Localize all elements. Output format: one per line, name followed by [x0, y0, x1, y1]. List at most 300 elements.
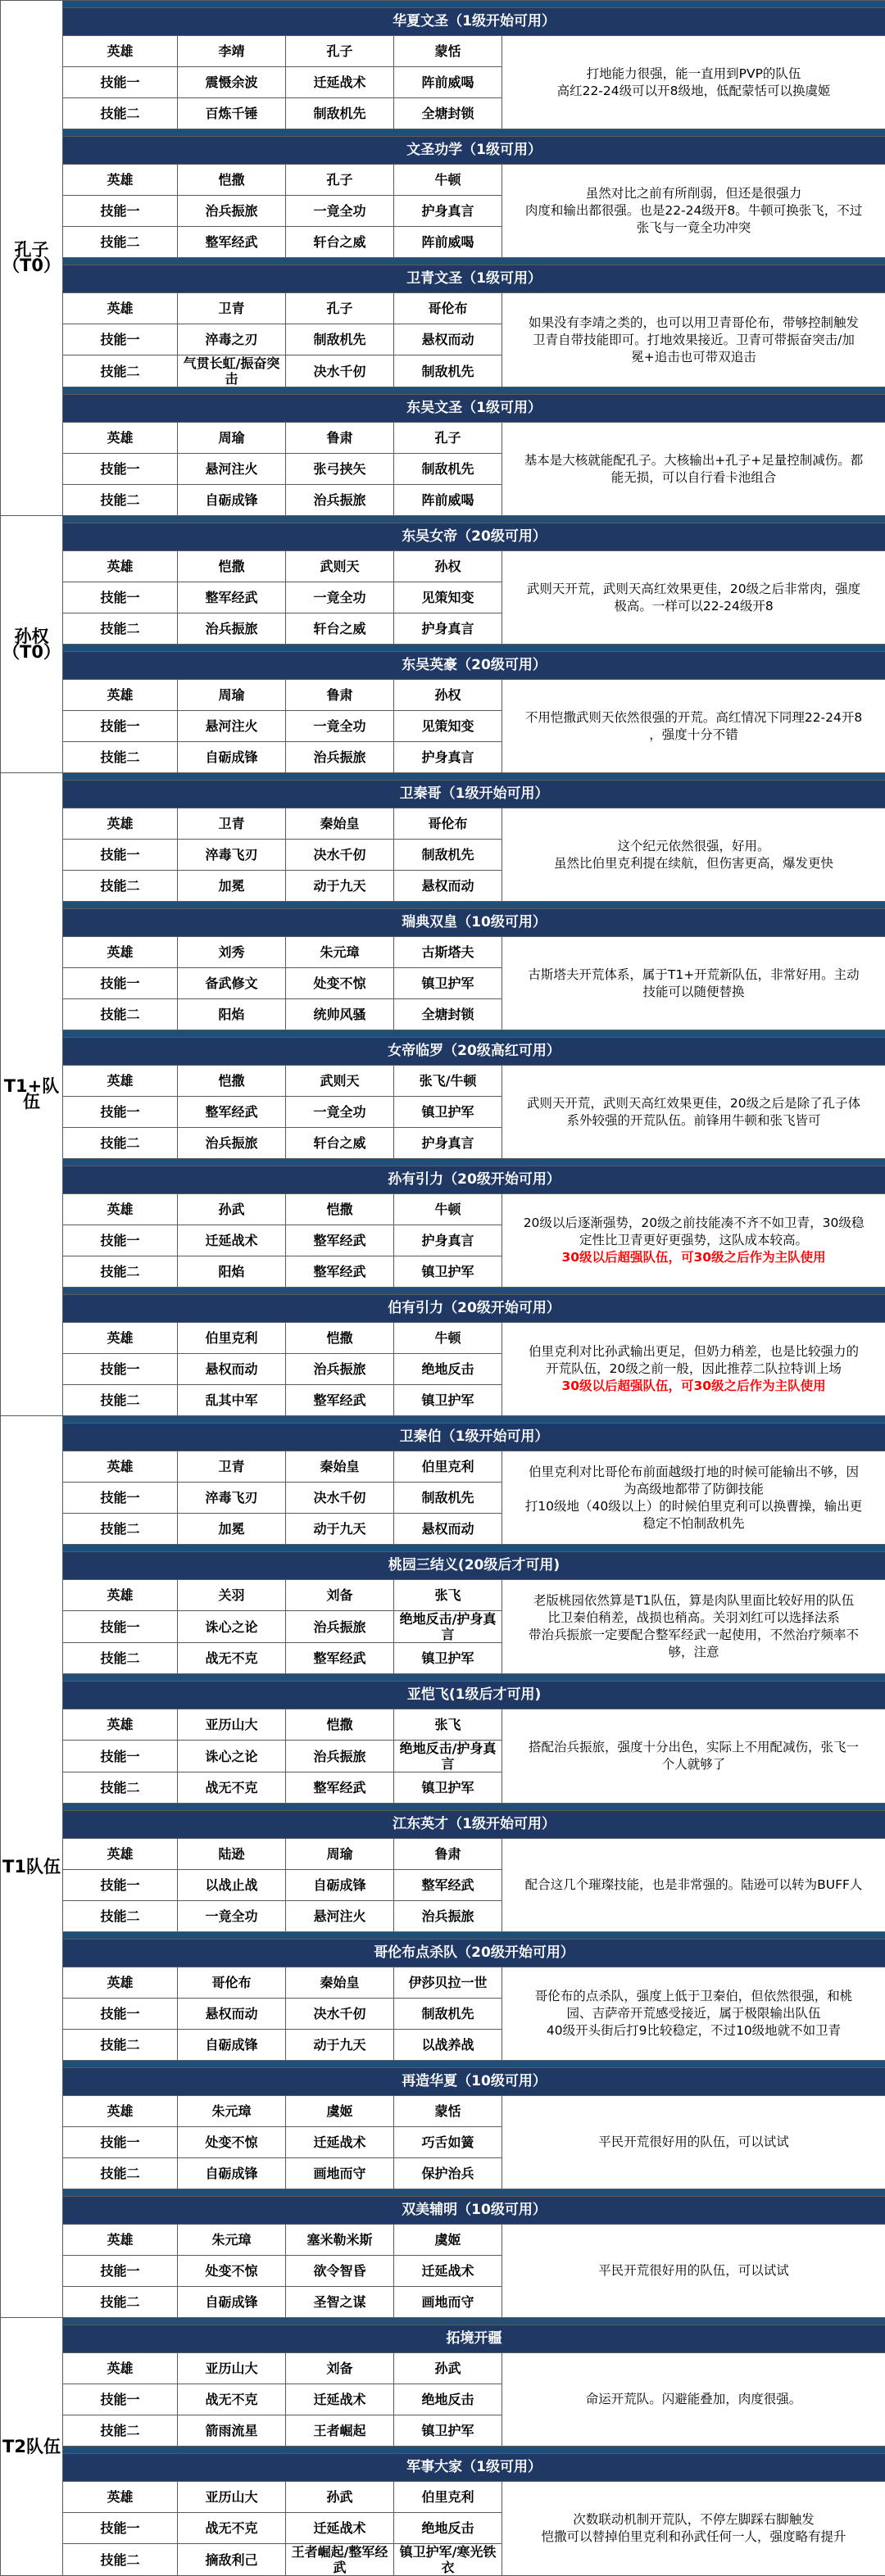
team-separator: [63, 1545, 885, 1552]
hero-cell: 悬权而动: [178, 1354, 286, 1385]
note-line: 系外较强的开荒队伍。前锋用牛顿和张飞皆可: [507, 1112, 880, 1130]
note-line: 平民开荒很好用的队伍，可以试试: [507, 2134, 880, 2151]
table-row: [1, 165, 885, 196]
row-label: 技能一: [63, 1097, 178, 1128]
hero-cell: 动于九天: [286, 871, 394, 902]
note-line: 虽然对比之前有所削弱，但还是很强力: [507, 185, 880, 202]
note-line: 如果没有李靖之类的，也可以用卫青哥伦布，带够控制触发: [507, 315, 880, 332]
hero-cell: 画地而守: [286, 2158, 394, 2189]
team-separator: [63, 1804, 885, 1811]
table-row: [1, 2225, 885, 2256]
team-title: 卫秦伯（1级开始可用）: [63, 1424, 885, 1451]
hero-cell: 制敌机先: [286, 98, 394, 129]
hero-cell: 亚历山大: [178, 2482, 286, 2513]
hero-cell: 朱元璋: [178, 2096, 286, 2127]
hero-cell: 王者崛起/整军经武: [286, 2544, 394, 2576]
tier-label: T1+队伍: [1, 773, 63, 1416]
note-line: 技能可以随便替换: [507, 984, 880, 1001]
hero-cell: 张弓挟矢: [286, 454, 394, 485]
team-note: [502, 1066, 885, 1159]
hero-cell: 恺撒: [178, 165, 286, 196]
note-line: 稳定不怕制敌机先: [507, 1515, 880, 1532]
hero-cell: 制敌机先: [394, 1999, 502, 2030]
note-line: 命运开荒队。闪避能叠加，肉度很强。: [507, 2391, 880, 2408]
note-line: 定性比卫青更好更强势，这队成本较高。: [507, 1232, 880, 1249]
row-label: 英雄: [63, 808, 178, 840]
team-separator-row: [1, 1288, 885, 1295]
row-label: 技能一: [63, 840, 178, 871]
hero-cell: 孙权: [394, 551, 502, 582]
team-title-row: [1, 1166, 885, 1194]
team-separator: [63, 1932, 885, 1940]
hero-cell: 自砺成锋: [178, 485, 286, 516]
note-line: 个人就够了: [507, 1756, 880, 1773]
hero-cell: 震慑余波: [178, 67, 286, 98]
team-separator-row: [1, 387, 885, 395]
hero-cell: 护身真言: [394, 196, 502, 227]
team-note: [502, 680, 885, 773]
hero-cell: 乱其中军: [178, 1385, 286, 1416]
tier-label: 孔子（T0）: [1, 1, 63, 516]
team-note: [502, 1194, 885, 1288]
team-note: [502, 36, 885, 129]
hero-cell: 孔子: [394, 423, 502, 454]
row-label: 英雄: [63, 2225, 178, 2256]
hero-cell: 绝地反击/护身真言: [394, 1741, 502, 1772]
hero-cell: 箭雨流星: [178, 2415, 286, 2447]
row-label: 技能二: [63, 999, 178, 1030]
note-line: 不用恺撒武则天依然很强的开荒。高红情况下同理22-24开8: [507, 709, 880, 727]
table-row: [1, 808, 885, 840]
hero-cell: 轩台之威: [286, 227, 394, 258]
hero-cell: 朱元璋: [178, 2225, 286, 2256]
team-title: 伯有引力（20级开始可用）: [63, 1295, 885, 1323]
hero-cell: 孔子: [286, 36, 394, 67]
hero-cell: 制敌机先: [394, 454, 502, 485]
hero-cell: 处变不惊: [178, 2127, 286, 2158]
team-separator-row: [1, 1932, 885, 1940]
team-note: [502, 1451, 885, 1545]
team-separator: [63, 1030, 885, 1038]
hero-cell: 镇卫护军: [394, 2415, 502, 2447]
hero-cell: 保护治兵: [394, 2158, 502, 2189]
hero-cell: 伯里克利: [394, 1451, 502, 1483]
row-label: 英雄: [63, 2482, 178, 2513]
hero-cell: 气贯长虹/振奋突击: [178, 355, 286, 387]
hero-cell: 悬权而动: [394, 1514, 502, 1545]
team-separator: [63, 129, 885, 137]
note-line: 高红22-24级可以开8级地，低配蒙恬可以换虞姬: [507, 83, 880, 100]
row-label: 技能一: [63, 324, 178, 355]
row-label: 英雄: [63, 937, 178, 968]
team-title-row: [1, 781, 885, 808]
hero-cell: 张飞: [394, 1709, 502, 1741]
team-separator-row: [1, 2061, 885, 2068]
hero-cell: 处变不惊: [178, 2256, 286, 2287]
hero-cell: 陆逊: [178, 1839, 286, 1870]
hero-cell: 刘备: [286, 2353, 394, 2384]
hero-cell: 哥伦布: [178, 1967, 286, 1999]
team-separator-row: [1, 1416, 885, 1424]
hero-cell: 虞姬: [286, 2096, 394, 2127]
hero-cell: 以战止战: [178, 1870, 286, 1901]
team-title: 再造华夏（10级可用）: [63, 2068, 885, 2096]
row-label: 技能一: [63, 582, 178, 613]
note-line: ，强度十分不错: [507, 727, 880, 744]
hero-cell: 绝地反击: [394, 2384, 502, 2415]
hero-cell: 牛顿: [394, 1194, 502, 1225]
hero-cell: 见策知变: [394, 711, 502, 742]
table-row: [1, 2096, 885, 2127]
hero-cell: 悬权而动: [394, 871, 502, 902]
team-title: 哥伦布点杀队（20级开始可用）: [63, 1940, 885, 1967]
hero-cell: 孔子: [286, 293, 394, 324]
note-line: 配合这几个璀璨技能，也是非常强的。陆逊可以转为BUFF人: [507, 1877, 880, 1894]
row-label: 技能一: [63, 1999, 178, 2030]
row-label: 技能二: [63, 613, 178, 645]
team-separator: [63, 902, 885, 909]
note-line: 肉度和输出都很强。也是22-24级开8。牛顿可换张飞，不过: [507, 202, 880, 220]
hero-cell: 一竟全功: [286, 582, 394, 613]
table-row: [1, 1066, 885, 1097]
team-title-row: [1, 1295, 885, 1323]
team-title: 孙有引力（20级开始可用）: [63, 1166, 885, 1194]
team-separator-row: [1, 2447, 885, 2454]
team-separator-row: [1, 645, 885, 652]
team-title-row: [1, 1424, 885, 1451]
hero-cell: 全塘封锁: [394, 999, 502, 1030]
team-note: [502, 1839, 885, 1932]
hero-cell: 绝地反击: [394, 2513, 502, 2544]
table-row: [1, 680, 885, 711]
note-line: 搭配治兵振旅，强度十分出色，实际上不用配减伤，张飞一: [507, 1739, 880, 1756]
hero-cell: 整军经武: [286, 1772, 394, 1804]
note-line: 这个纪元依然很强，好用。: [507, 838, 880, 855]
row-label: 技能二: [63, 227, 178, 258]
row-label: 英雄: [63, 1194, 178, 1225]
table-row: [1, 1194, 885, 1225]
team-note: [502, 551, 885, 645]
hero-cell: 淬毒飞刃: [178, 1483, 286, 1514]
note-line: 打10级地（40级以上）的时候伯里克利可以换曹操，输出更: [507, 1498, 880, 1515]
hero-cell: 恺撒: [286, 1194, 394, 1225]
table-row: [1, 293, 885, 324]
note-line: 园、吉萨帝开荒感受接近，属于极限输出队伍: [507, 2005, 880, 2022]
team-separator: [63, 2318, 885, 2325]
row-label: 技能二: [63, 355, 178, 387]
hero-cell: 悬权而动: [394, 324, 502, 355]
hero-cell: 孙武: [286, 2482, 394, 2513]
hero-cell: 伊莎贝拉一世: [394, 1967, 502, 1999]
team-title: 女帝临罗（20级高红可用）: [63, 1038, 885, 1066]
hero-cell: 自砺成锋: [286, 1870, 394, 1901]
hero-cell: 备武修文: [178, 968, 286, 999]
hero-cell: 整军经武: [286, 1643, 394, 1674]
row-label: 英雄: [63, 1580, 178, 1611]
hero-cell: 恺撒: [178, 1066, 286, 1097]
hero-cell: 治兵振旅: [178, 1128, 286, 1159]
hero-cell: 秦始皇: [286, 1967, 394, 1999]
team-separator-row: [1, 1545, 885, 1552]
row-label: 技能二: [63, 2544, 178, 2576]
hero-cell: 战无不克: [178, 2384, 286, 2415]
hero-cell: 关羽: [178, 1580, 286, 1611]
hero-cell: 护身真言: [394, 742, 502, 773]
row-label: 英雄: [63, 1066, 178, 1097]
row-label: 技能一: [63, 67, 178, 98]
team-note: [502, 2225, 885, 2318]
team-note: [502, 1323, 885, 1416]
team-separator: [63, 773, 885, 781]
team-title: 东吴英豪（20级可用）: [63, 652, 885, 680]
hero-cell: 自砺成锋: [178, 2287, 286, 2318]
hero-cell: 张飞: [394, 1580, 502, 1611]
team-separator: [63, 387, 885, 395]
team-note: [502, 937, 885, 1030]
team-separator: [63, 1, 885, 8]
hero-cell: 整军经武: [178, 227, 286, 258]
hero-cell: 治兵振旅: [286, 1741, 394, 1772]
hero-cell: 处变不惊: [286, 968, 394, 999]
team-separator-row: [1, 1, 885, 8]
hero-cell: 制敌机先: [286, 324, 394, 355]
hero-cell: 护身真言: [394, 1128, 502, 1159]
team-note: [502, 808, 885, 902]
hero-cell: 恺撒: [286, 1323, 394, 1354]
team-title-row: [1, 652, 885, 680]
hero-cell: 卫青: [178, 808, 286, 840]
team-title-row: [1, 1038, 885, 1066]
team-title-row: [1, 1811, 885, 1839]
hero-cell: 阵前威喝: [394, 227, 502, 258]
table-row: [1, 1709, 885, 1741]
hero-cell: 战无不克: [178, 1772, 286, 1804]
table-row: [1, 551, 885, 582]
hero-cell: 护身真言: [394, 613, 502, 645]
row-label: 英雄: [63, 2353, 178, 2384]
note-highlight: 30级以后超强队伍，可30级之后作为主队使用: [507, 1249, 880, 1266]
team-title-row: [1, 2197, 885, 2225]
hero-cell: 虞姬: [394, 2225, 502, 2256]
note-line: 20级以后逐渐强势，20级之前技能凑不齐不如卫青，30级稳: [507, 1215, 880, 1232]
hero-cell: 恺撒: [286, 1709, 394, 1741]
row-label: 技能二: [63, 742, 178, 773]
hero-cell: 轩台之威: [286, 1128, 394, 1159]
hero-cell: 轩台之威: [286, 613, 394, 645]
row-label: 技能一: [63, 2513, 178, 2544]
team-separator-row: [1, 2318, 885, 2325]
note-line: 武则天开荒，武则天高红效果更佳，20级之后非常肉，强度: [507, 581, 880, 598]
team-separator-row: [1, 516, 885, 523]
team-title-row: [1, 1682, 885, 1709]
team-separator-row: [1, 1159, 885, 1166]
hero-cell: 武则天: [286, 1066, 394, 1097]
hero-cell: 迁延战术: [286, 67, 394, 98]
note-line: 够，注意: [507, 1644, 880, 1661]
hero-cell: 决水千仞: [286, 355, 394, 387]
team-separator: [63, 2189, 885, 2197]
team-separator-row: [1, 258, 885, 265]
hero-cell: 蒙恬: [394, 2096, 502, 2127]
table-row: [1, 1323, 885, 1354]
hero-cell: 以战养战: [394, 2030, 502, 2061]
hero-cell: 鲁肃: [394, 1839, 502, 1870]
hero-cell: 孙权: [394, 680, 502, 711]
note-line: 能无损，可以自行看卡池组合: [507, 469, 880, 487]
hero-cell: 周瑜: [178, 680, 286, 711]
hero-cell: 自砺成锋: [178, 742, 286, 773]
hero-cell: 周瑜: [178, 423, 286, 454]
hero-cell: 镇卫护军: [394, 1097, 502, 1128]
team-title-row: [1, 395, 885, 423]
hero-cell: 卫青: [178, 293, 286, 324]
note-line: 基本是大核就能配孔子。大核输出+孔子+足量控制减伤。都: [507, 452, 880, 469]
row-label: 英雄: [63, 2096, 178, 2127]
hero-cell: 悬河注火: [178, 454, 286, 485]
team-separator: [63, 1159, 885, 1166]
hero-cell: 悬权而动: [178, 1999, 286, 2030]
hero-cell: 孙武: [394, 2353, 502, 2384]
row-label: 技能二: [63, 1256, 178, 1288]
hero-cell: 整军经武: [178, 582, 286, 613]
hero-cell: 决水千仞: [286, 840, 394, 871]
hero-cell: 阵前威喝: [394, 67, 502, 98]
hero-cell: 自砺成锋: [178, 2158, 286, 2189]
hero-cell: 治兵振旅: [286, 742, 394, 773]
hero-cell: 巧舌如簧: [394, 2127, 502, 2158]
table-row: [1, 423, 885, 454]
row-label: 英雄: [63, 1451, 178, 1483]
row-label: 技能一: [63, 196, 178, 227]
hero-cell: 哥伦布: [394, 293, 502, 324]
row-label: 技能二: [63, 2287, 178, 2318]
hero-cell: 周瑜: [286, 1839, 394, 1870]
sheet-body: [1, 1, 885, 2576]
hero-cell: 治兵振旅: [286, 485, 394, 516]
hero-cell: 整军经武: [286, 1225, 394, 1256]
row-label: 技能二: [63, 1772, 178, 1804]
team-title-row: [1, 2454, 885, 2482]
hero-cell: 画地而守: [394, 2287, 502, 2318]
team-separator: [63, 1416, 885, 1424]
hero-cell: 一竟全功: [286, 711, 394, 742]
team-separator: [63, 645, 885, 652]
row-label: 技能一: [63, 1225, 178, 1256]
hero-cell: 加冕: [178, 1514, 286, 1545]
team-title: 东吴女帝（20级可用）: [63, 523, 885, 551]
row-label: 技能一: [63, 2256, 178, 2287]
hero-cell: 刘备: [286, 1580, 394, 1611]
team-separator-row: [1, 1674, 885, 1682]
hero-cell: 伯里克利: [178, 1323, 286, 1354]
hero-cell: 塞米勒米斯: [286, 2225, 394, 2256]
table-row: [1, 1451, 885, 1483]
team-title-row: [1, 8, 885, 36]
team-title: 江东英才（1级开始可用）: [63, 1811, 885, 1839]
team-title-row: [1, 2068, 885, 2096]
team-title: 双美辅明（10级可用）: [63, 2197, 885, 2225]
hero-cell: 悬河注火: [178, 711, 286, 742]
team-separator-row: [1, 2189, 885, 2197]
hero-cell: 伯里克利: [394, 2482, 502, 2513]
team-separator: [63, 516, 885, 523]
hero-cell: 亚历山大: [178, 2353, 286, 2384]
team-separator: [63, 1288, 885, 1295]
hero-cell: 鲁肃: [286, 680, 394, 711]
team-title: 卫青文圣（1级可用）: [63, 265, 885, 293]
team-note: [502, 2096, 885, 2189]
team-note: [502, 1580, 885, 1674]
note-line: 开荒队伍，20级之前一般，因此推荐二队拉特训上场: [507, 1360, 880, 1378]
team-title-row: [1, 909, 885, 937]
table-row: [1, 1839, 885, 1870]
row-label: 技能一: [63, 2384, 178, 2415]
row-label: 英雄: [63, 165, 178, 196]
hero-cell: 一竟全功: [178, 1901, 286, 1932]
row-label: 技能一: [63, 1870, 178, 1901]
row-label: 技能二: [63, 98, 178, 129]
team-separator-row: [1, 773, 885, 781]
hero-cell: 古斯塔夫: [394, 937, 502, 968]
note-line: 伯里克利对比孙武输出更足，但奶力稍差，也是比较强力的: [507, 1343, 880, 1360]
hero-cell: 一竟全功: [286, 1097, 394, 1128]
team-title: 亚恺飞(1级后才可用): [63, 1682, 885, 1709]
hero-cell: 淬毒之刃: [178, 324, 286, 355]
team-title-row: [1, 2325, 885, 2353]
hero-cell: 战无不克: [178, 2513, 286, 2544]
table-row: [1, 2353, 885, 2384]
hero-cell: 镇卫护军: [394, 1643, 502, 1674]
team-title-row: [1, 523, 885, 551]
row-label: 技能二: [63, 1643, 178, 1674]
hero-cell: 治兵振旅: [178, 196, 286, 227]
row-label: 技能二: [63, 2030, 178, 2061]
note-line: 40级开头街后打9比较稳定，不过10级地就不如卫青: [507, 2022, 880, 2040]
hero-cell: 迁延战术: [286, 2513, 394, 2544]
hero-cell: 阳焰: [178, 999, 286, 1030]
hero-cell: 迁延战术: [394, 2256, 502, 2287]
hero-cell: 王者崛起: [286, 2415, 394, 2447]
row-label: 技能一: [63, 1611, 178, 1643]
hero-cell: 诛心之论: [178, 1611, 286, 1643]
row-label: 英雄: [63, 680, 178, 711]
team-title-row: [1, 137, 885, 165]
team-note: [502, 293, 885, 387]
hero-cell: 孙武: [178, 1194, 286, 1225]
team-separator-row: [1, 902, 885, 909]
hero-cell: 欲令智昏: [286, 2256, 394, 2287]
row-label: 技能二: [63, 2415, 178, 2447]
hero-cell: 卫青: [178, 1451, 286, 1483]
note-line: 恺撒可以替掉伯里克利和孙武任何一人，强度略有提升: [507, 2528, 880, 2546]
hero-cell: 战无不克: [178, 1643, 286, 1674]
row-label: 技能二: [63, 1385, 178, 1416]
team-title-row: [1, 1940, 885, 1967]
row-label: 技能一: [63, 968, 178, 999]
hero-cell: 张飞/牛顿: [394, 1066, 502, 1097]
row-label: 技能一: [63, 711, 178, 742]
team-separator-row: [1, 1804, 885, 1811]
hero-cell: 镇卫护军: [394, 1772, 502, 1804]
hero-cell: 淬毒飞刃: [178, 840, 286, 871]
row-label: 英雄: [63, 1709, 178, 1741]
hero-cell: 哥伦布: [394, 808, 502, 840]
hero-cell: 摘敌利己: [178, 2544, 286, 2576]
note-line: 伯里克利对比哥伦布前面越级打地的时候可能输出不够，因: [507, 1464, 880, 1481]
team-note: [502, 1967, 885, 2061]
team-title: 文圣功学（1级可用）: [63, 137, 885, 165]
hero-cell: 治兵振旅: [394, 1901, 502, 1932]
